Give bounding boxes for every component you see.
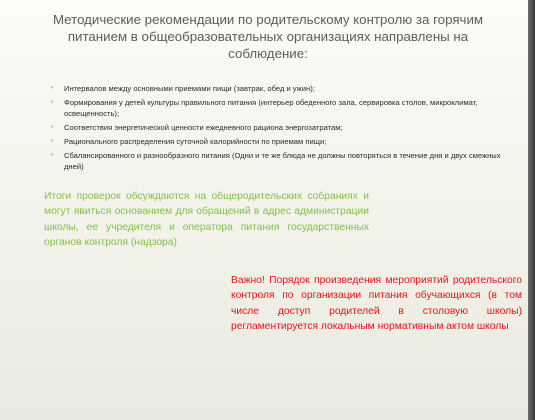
slide-title — [48, 11, 488, 62]
bullet-item — [50, 123, 505, 134]
bullet-text: Соответствия энергетической ценности ежедневного рациона энергозатратам; — [64, 122, 343, 132]
bullet-text: Рационального распределения суточной калорийности по приемам пищи; — [64, 137, 327, 147]
bullet-text: Сбалансированного и разнообразного питания (Одни и те же блюда не должны повторяться в течение дня и двух смежных дней) — [64, 151, 501, 171]
meeting-results-text: Итоги проверок обсуждаются на общеродительских собраниях и могут явиться основанием для обращений в адрес администрации школы, ее учредителя и оператора питания государственных органов контроля (надзора) — [44, 191, 369, 249]
bullet-dot-icon: • — [51, 123, 54, 131]
bullet-item — [50, 151, 505, 172]
bullet-dot-icon: • — [51, 152, 54, 160]
window-edge-strip — [528, 0, 535, 420]
bullet-text: Формирования у детей культуры правильного питания (интерьер обеденного зала, сервировка столов, микроклимат, освещенность); — [64, 98, 478, 118]
bullet-list — [50, 84, 505, 176]
bullet-item — [50, 98, 505, 119]
bullet-item — [50, 137, 505, 148]
bullet-dot-icon: • — [51, 138, 54, 146]
slide-title-line-3: соблюдение: — [228, 46, 308, 61]
bullet-dot-icon: • — [51, 85, 54, 92]
bullet-item — [50, 84, 505, 95]
bullet-dot-icon: • — [51, 99, 54, 107]
bullet-text: Интервалов между основными приемами пищи (завтрак, обед и ужин); — [64, 84, 315, 93]
slide-title-line-1: Методические рекомендации по родительскому контролю за горячим — [52, 12, 484, 27]
important-note-text: Важно! Порядок произведения мероприятий родительского контроля по организации питания обучающихся (в том числе доступ родителей в столовую школы) регламентируется локальным нормативным актом школы — [231, 275, 522, 333]
slide-title-line-2: питанием в общеобразовательных организациях направлены на — [67, 29, 469, 44]
